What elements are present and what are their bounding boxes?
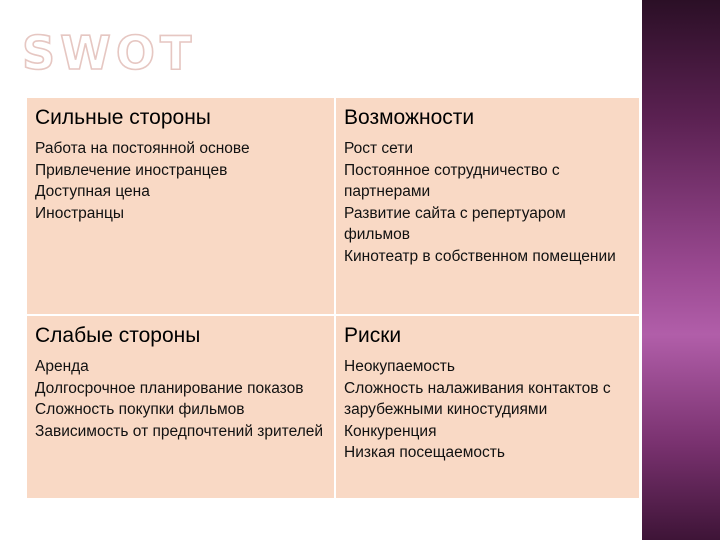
opportunities-list — [344, 138, 631, 267]
swot-row-bottom — [26, 315, 640, 499]
threats-list — [344, 356, 631, 464]
list-item: Работа на постоянной основе — [35, 140, 250, 157]
swot-row-top — [26, 97, 640, 315]
opportunities-heading: Возможности — [344, 106, 475, 129]
decorative-side-panel — [642, 0, 720, 540]
list-item: Низкая посещаемость — [344, 444, 505, 461]
list-item: Конкуренция — [344, 422, 437, 440]
list-item: Рост сети — [344, 140, 414, 157]
list-item: Привлечение иностранцев — [35, 161, 228, 179]
list-item: Сложность налаживания контактов с зарубежными киностудиями — [344, 379, 611, 418]
list-item: Неокупаемость — [344, 358, 455, 375]
swot-table — [25, 96, 641, 500]
slide-title: SWOT — [22, 26, 197, 80]
list-item: Иностранцы — [35, 204, 124, 222]
strengths-heading: Сильные стороны — [35, 106, 211, 129]
list-item: Развитие сайта с репертуаром фильмов — [344, 204, 566, 243]
list-item: Доступная цена — [35, 183, 150, 200]
weaknesses-heading: Слабые стороны — [35, 324, 201, 347]
weaknesses-list — [35, 356, 326, 442]
list-item: Долгосрочное планирование показов — [35, 379, 304, 397]
weaknesses-cell — [26, 315, 335, 499]
list-item: Сложность покупки фильмов — [35, 401, 245, 418]
list-item: Аренда — [35, 358, 89, 375]
opportunities-cell — [335, 97, 640, 315]
list-item: Постоянное сотрудничество с партнерами — [344, 161, 560, 200]
strengths-list — [35, 138, 326, 224]
strengths-cell — [26, 97, 335, 315]
threats-cell — [335, 315, 640, 499]
threats-heading: Риски — [344, 324, 402, 347]
list-item: Зависимость от предпочтений зрителей — [35, 422, 324, 440]
list-item: Кинотеатр в собственном помещении — [344, 247, 616, 265]
